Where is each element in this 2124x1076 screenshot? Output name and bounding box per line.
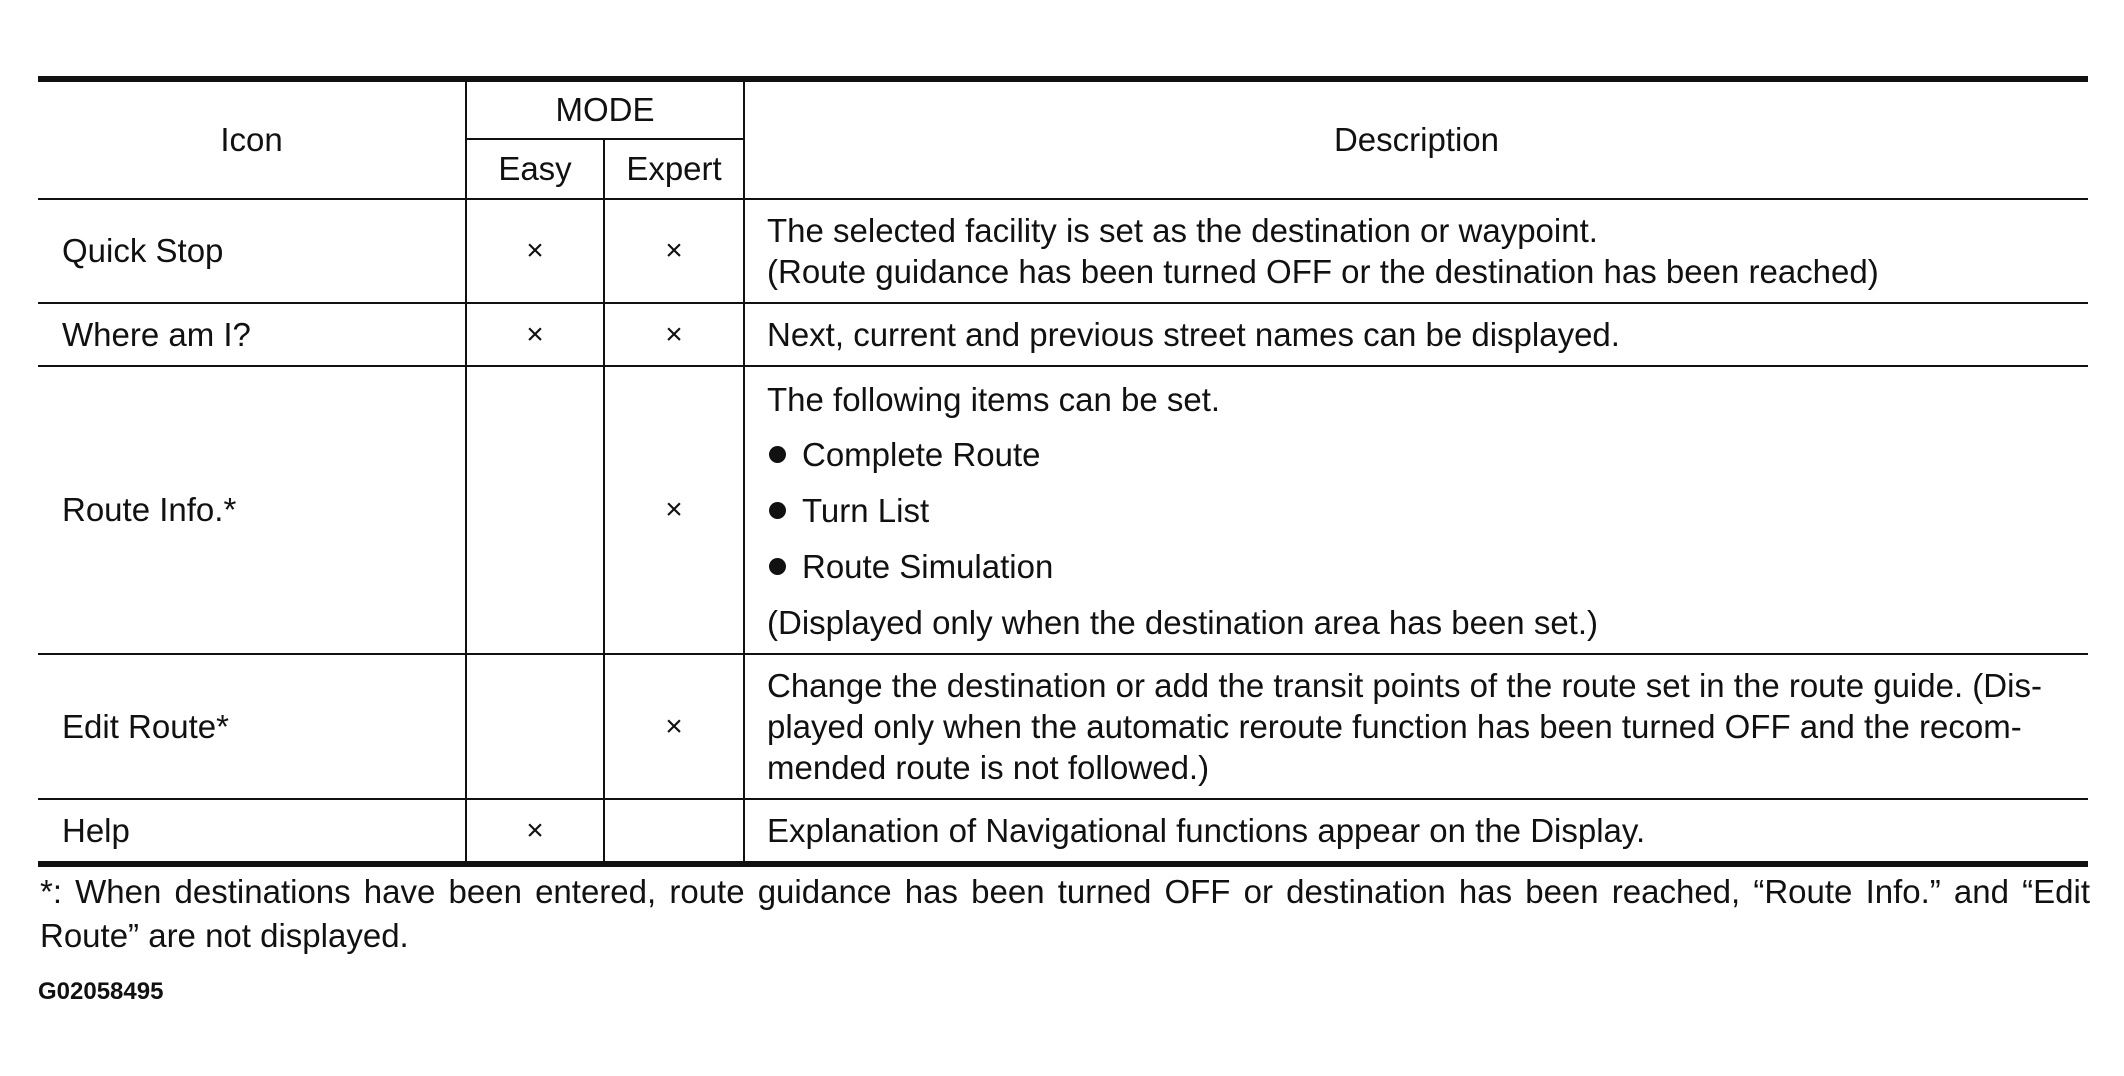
bullet-dot-icon [769,558,786,575]
easy-mark: × [466,303,604,366]
icon-name: Edit Route* [38,654,466,799]
icon-name: Help [38,799,466,864]
table-footnote: *: When destinations have been entered, route guidance has been turned OFF or destination has been reached, “Route Info.” and “Edit Route” are not displayed. [40,873,2090,954]
bullet-item [767,426,2068,482]
expert-mark: × [604,303,744,366]
table-row [38,366,2088,654]
description-line: Explanation of Navigational functions appear on the Display. [767,812,1646,849]
header-easy: Easy [466,139,604,199]
header-mode: MODE [466,79,744,139]
bullet-item [767,538,2068,594]
bullet-label: Turn List [802,491,930,529]
bullet-item [767,482,2068,538]
header-description: Description [744,79,2088,199]
expert-mark: × [604,199,744,303]
easy-mark [466,366,604,654]
icon-name: Where am I? [38,303,466,366]
description-intro: The following items can be set. [767,381,1221,418]
header-icon: Icon [38,79,466,199]
description-cell [744,654,2088,799]
description-cell [744,366,2088,654]
icon-name: Quick Stop [38,199,466,303]
table-row [38,303,2088,366]
description-line: (Route guidance has been turned OFF or the destination has been reached) [767,253,1879,290]
expert-mark: × [604,366,744,654]
description-note: (Displayed only when the destination area has been set.) [767,604,1599,641]
description-line: Change the destination or add the transit points of the route set in the route guide. (Dis- [767,667,2042,704]
easy-mark [466,654,604,799]
description-line: The selected facility is set as the destination or waypoint. [767,212,1598,249]
mode-icon-table [38,76,2088,867]
icon-name: Route Info.* [38,366,466,654]
table-row [38,199,2088,303]
easy-mark: × [466,199,604,303]
expert-mark: × [604,654,744,799]
bullet-label: Route Simulation [802,547,1054,585]
figure-id: G02058495 [38,978,164,1005]
description-line: played only when the automatic reroute function has been turned OFF and the recom- [767,708,2022,745]
description-line: mended route is not followed.) [767,749,1210,786]
table-row [38,799,2088,864]
description-cell [744,303,2088,366]
description-cell [744,799,2088,864]
expert-mark [604,799,744,864]
description-line: Next, current and previous street names can be displayed. [767,316,1620,353]
table-row [38,654,2088,799]
bullet-dot-icon [769,502,786,519]
header-expert: Expert [604,139,744,199]
description-cell [744,199,2088,303]
bullet-dot-icon [769,446,786,463]
easy-mark: × [466,799,604,864]
bullet-label: Complete Route [802,435,1041,473]
